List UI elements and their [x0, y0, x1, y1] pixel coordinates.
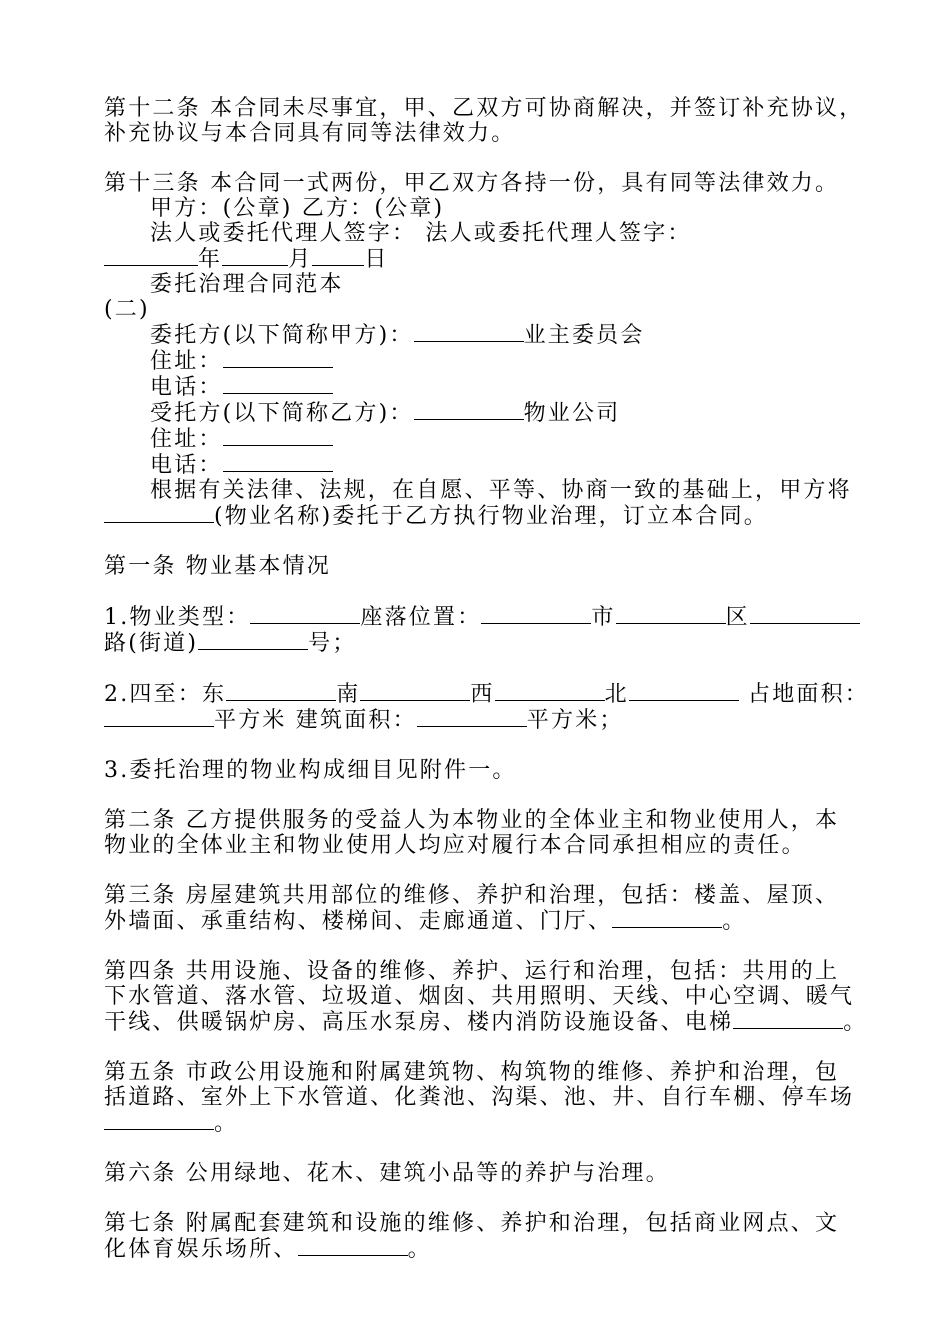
article-5-line-1: 第五条 市政公用设施和附属建筑物、构筑物的维修、养护和治理，包	[104, 1060, 840, 1085]
building-area-label: 平方米 建筑面积：	[214, 708, 417, 733]
article-2-line-2: 物业的全体业主和物业使用人均应对履行本合同承担相应的责任。	[104, 833, 806, 858]
day-label: 日	[364, 247, 389, 272]
article-4-end: 。	[843, 1010, 868, 1035]
article-5-line-2: 括道路、室外上下水管道、化粪池、沟渠、池、井、自行车棚、停车场	[104, 1085, 855, 1110]
day-blank	[312, 246, 364, 266]
client-name-blank	[414, 322, 524, 342]
city-label: 市	[591, 605, 616, 630]
road-label: 路(街道)	[104, 631, 199, 656]
client-phone-line	[104, 374, 860, 400]
article-12-line-1: 第十二条 本合同未尽事宜，甲、乙双方可协商解决，并签订补充协议，	[104, 96, 864, 121]
date-line	[104, 246, 860, 272]
article-1-item-2-line-1	[104, 681, 870, 707]
land-area-blank	[104, 707, 214, 727]
article-5-line-3	[104, 1110, 860, 1136]
article-4-line-2: 下水管道、落水管、垃圾道、烟囱、共用照明、天线、中心空调、暖气	[104, 984, 855, 1009]
address-label: 住址：	[150, 427, 223, 452]
sqm-label: 平方米；	[526, 708, 624, 733]
article-3-line-1: 第三条 房屋建筑共用部位的维修、养护和治理，包括：楼盖、屋顶、	[104, 883, 840, 908]
article-3-line-2	[104, 908, 860, 934]
month-blank	[222, 246, 288, 266]
west-blank	[495, 681, 605, 701]
number-label: 号；	[308, 631, 357, 656]
month-label: 月	[288, 247, 313, 272]
client-phone-blank	[223, 374, 333, 394]
client-label: 委托方(以下简称甲方)：	[150, 323, 414, 348]
district-blank	[750, 604, 860, 624]
phone-label: 电话：	[150, 375, 223, 400]
east-blank	[226, 681, 336, 701]
basis-text-2: (物业名称)委托于乙方执行物业治理，订立本合同。	[214, 504, 768, 529]
contractor-line	[104, 400, 860, 426]
article-7-text: 化体育娱乐场所、	[104, 1237, 298, 1262]
contractor-name-blank	[414, 400, 524, 420]
property-type-label: 1.物业类型：	[104, 605, 251, 630]
article-5-end: 。	[214, 1111, 239, 1136]
article-3-end: 。	[722, 909, 747, 934]
article-3-text: 外墙面、承重结构、楼梯间、走廊通道、门厅、	[104, 909, 613, 934]
south-blank	[360, 681, 470, 701]
article-13: 第十三条 本合同一式两份，甲乙双方各持一份，具有同等法律效力。	[104, 171, 840, 196]
client-address-blank	[223, 348, 333, 368]
year-label: 年	[198, 247, 223, 272]
article-4-text: 干线、供暖锅炉房、高压水泵房、楼内消防设施设备、电梯	[104, 1010, 734, 1035]
article-7-blank	[298, 1236, 408, 1256]
boundary-south-label: 南	[336, 682, 361, 707]
article-4-blank	[733, 1009, 843, 1029]
article-2-line-1: 第二条 乙方提供服务的受益人为本物业的全体业主和物业使用人，本	[104, 808, 840, 833]
article-1-item-3: 3.委托治理的物业构成细目见附件一。	[104, 758, 517, 783]
road-blank	[198, 630, 308, 650]
contractor-label: 受托方(以下简称乙方)：	[150, 401, 414, 426]
address-label: 住址：	[150, 349, 223, 374]
north-blank	[629, 681, 739, 701]
contractor-address-blank	[223, 426, 333, 446]
phone-label: 电话：	[150, 453, 223, 478]
building-area-blank	[417, 707, 527, 727]
basis-line-2	[104, 503, 860, 529]
client-suffix: 业主委员会	[523, 323, 645, 348]
city-blank	[616, 604, 726, 624]
contractor-address-line	[104, 426, 860, 452]
year-blank	[104, 246, 198, 266]
sample-title: 委托治理合同范本	[150, 272, 344, 297]
contractor-phone-line	[104, 452, 860, 478]
article-7-line-2	[104, 1236, 860, 1262]
article-3-blank	[612, 908, 722, 928]
property-type-blank	[250, 604, 360, 624]
article-1-title: 第一条 物业基本情况	[104, 554, 331, 579]
district-label: 区	[725, 605, 750, 630]
location-blank	[481, 604, 591, 624]
boundary-east-label: 2.四至：东	[104, 682, 227, 707]
article-1-item-1-line-2	[104, 630, 860, 656]
article-7-end: 。	[407, 1237, 432, 1262]
property-name-blank	[104, 503, 214, 523]
article-6: 第六条 公用绿地、花木、建筑小品等的养护与治理。	[104, 1161, 670, 1186]
article-4-line-1: 第四条 共用设施、设备的维修、养护、运行和治理，包括：共用的上	[104, 959, 840, 984]
boundary-west-label: 西	[470, 682, 495, 707]
contractor-suffix: 物业公司	[523, 401, 621, 426]
boundary-north-label: 北	[604, 682, 629, 707]
article-7-line-1: 第七条 附属配套建筑和设施的维修、养护和治理，包括商业网点、文	[104, 1211, 840, 1236]
article-12-line-2: 补充协议与本合同具有同等法律效力。	[104, 121, 516, 146]
client-address-line	[104, 348, 860, 374]
article-5-blank	[104, 1110, 214, 1130]
sample-number: (二)	[104, 297, 150, 322]
article-1-item-2-line-2	[104, 707, 860, 733]
basis-line-1: 根据有关法律、法规，在自愿、平等、协商一致的基础上，甲方将	[150, 478, 852, 503]
signature-line: 法人或委托代理人签字： 法人或委托代理人签字：	[150, 221, 692, 246]
article-4-line-3	[104, 1009, 868, 1035]
location-label: 座落位置：	[360, 605, 482, 630]
land-area-label: 占地面积：	[738, 682, 870, 707]
client-line	[104, 322, 860, 348]
contractor-phone-blank	[223, 452, 333, 472]
article-1-item-1-line-1	[104, 604, 860, 630]
parties-seal-line: 甲方：(公章) 乙方：(公章)	[150, 196, 445, 221]
